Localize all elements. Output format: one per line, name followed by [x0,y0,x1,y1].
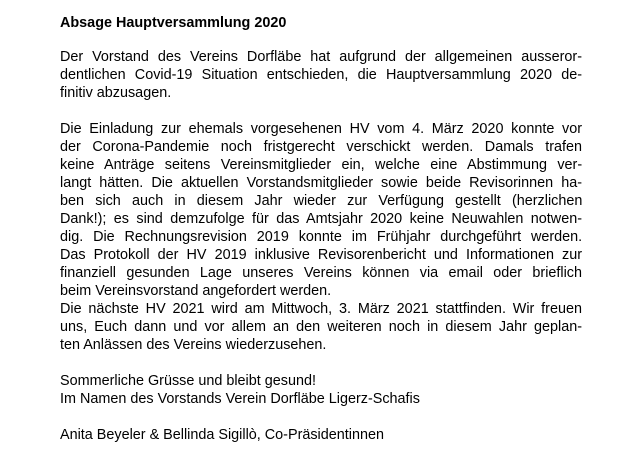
text-line: finanziell gesunden Lage unseres Vereins können via email oder brieflich [60,265,582,281]
text-line: Das Protokoll der HV 2019 inklusive Revisorenbericht und Informationen zur [60,247,582,263]
text-line: Im Namen des Vorstands Verein Dorfläbe Ligerz-Schafis [60,391,420,407]
signature-line: Anita Beyeler & Bellinda Sigillò, Co-Präsidentinnen [60,427,384,443]
text-line: Die nächste HV 2021 wird am Mittwoch, 3. März 2021 stattfinden. Wir freuen [60,301,582,317]
text-line: Die Einladung zur ehemals vorgesehenen HV vom 4. März 2020 konnte vor [60,121,582,137]
paragraph-spacer [60,408,582,426]
letter-title: Absage Hauptversammlung 2020 [60,15,287,31]
text-line: langt hätten. Die aktuellen Vorstandsmitglieder sowie beide Revisorinnen ha- [60,175,582,191]
text-line: Dank!); es sind demzufolge für das Amtsjahr 2020 keine Neuwahlen notwen- [60,211,582,227]
text-line: Der Vorstand des Vereins Dorfläbe hat aufgrund der allgemeinen ausseror- [60,49,582,65]
text-line: beim Vereinsvorstand angefordert werden. [60,283,332,299]
letter [60,14,582,444]
paragraph-spacer [60,102,582,120]
paragraph-next-meeting [60,300,582,354]
text-line: finitiv abzusagen. [60,85,172,101]
text-line: dentlichen Covid-19 Situation entschieden, die Hauptversammlung 2020 de- [60,67,582,83]
paragraph-details [60,120,582,300]
closing-greeting [60,372,582,408]
text-line: der Corona-Pandemie noch fristgerecht verschickt werden. Damals trafen [60,139,582,155]
text-line: keine Anträge seitens Vereinsmitglieder ein, welche eine Abstimmung ver- [60,157,583,173]
text-line: uns, Euch dann und vor allem an den weiteren noch in diesem Jahr geplan- [60,319,582,335]
text-line: Sommerliche Grüsse und bleibt gesund! [60,373,316,389]
signature [60,426,582,444]
paragraph-spacer [60,354,582,372]
text-line: ten Anlässen des Vereins wiederzusehen. [60,337,327,353]
text-line: ben sich auch in diesem Jahr wieder zur Verfügung gestellt (herzlichen [60,193,583,209]
text-line: dig. Die Rechnungsrevision 2019 konnte im Frühjahr durchgeführt werden. [60,229,583,245]
paragraph-announcement [60,48,582,102]
